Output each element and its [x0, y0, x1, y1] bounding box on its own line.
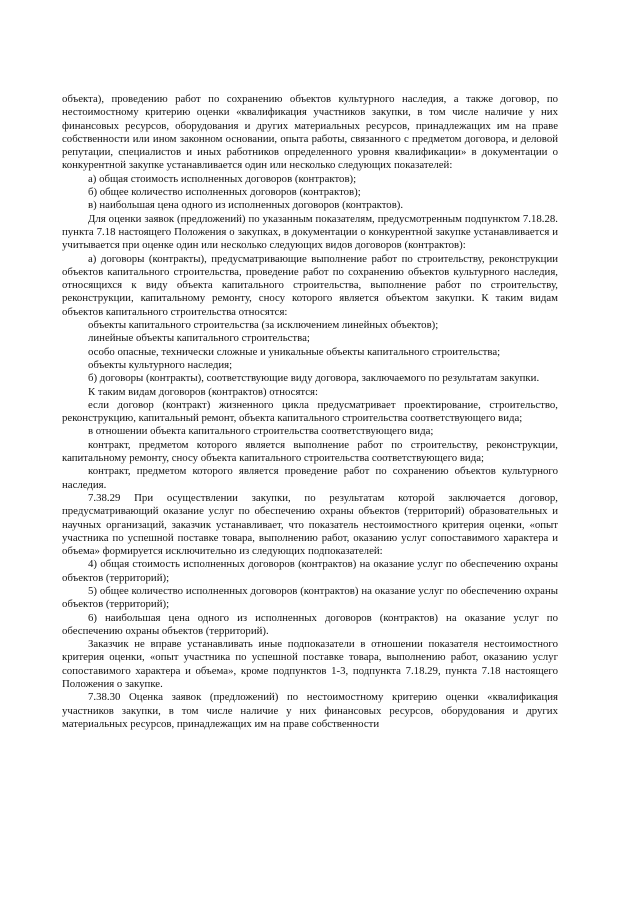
list-item-b: б) общее количество исполненных договоров (контрактов);	[88, 186, 361, 199]
paragraph-customer-restriction: Заказчик не вправе устанавливать иные подпоказатели в отношении показателя нестоимостного критерия оценки, «опыт участника по успешной поставке товара, выполнению работ, оказанию услуг сопоставимого характера и объема», кроме подпунктов 1-3, подпункта 7.18.29, пункта 7.18 настоящего Положения о закупке.	[62, 638, 558, 691]
list-item-regarding-object: в отношении объекта капитального строительства соответствующего вида;	[88, 425, 434, 438]
paragraph-7-38-30: 7.38.30 Оценка заявок (предложений) по нестоимостному критерию оценки «квалификация участников закупки, в том числе наличие у них финансовых ресурсов, оборудования и других материальных ресурсов, принадлежащих им на праве собственности	[62, 691, 558, 730]
list-item-heritage-contract: контракт, предметом которого является проведение работ по сохранению объектов культурного наследия.	[62, 465, 558, 491]
list-item-capital-objects: объекты капитального строительства (за исключением линейных объектов);	[88, 319, 439, 332]
list-item-6: 6) наибольшая цена одного из исполненных договоров (контрактов) на оказание услуг по обеспечению охраны объектов (территорий).	[62, 611, 558, 637]
paragraph-contract-types: К таким видам договоров (контрактов) относятся:	[88, 385, 319, 398]
document-page	[62, 93, 558, 731]
paragraph-evaluation: Для оценки заявок (предложений) по указанным показателям, предусмотренным подпунктом 7.18.28. пункта 7.18 настоящего Положения о закупках, в документации о конкурентной закупке устанавливается и учитывается при оценке один или несколько следующих видов договоров (контрактов):	[62, 212, 558, 252]
list-item-cultural-objects: объекты культурного наследия;	[88, 358, 233, 371]
paragraph-intro: объекта), проведению работ по сохранению объектов культурного наследия, а также договор, по нестоимостному критерию оценки «квалификация участников закупки, в том числе наличие у них финансовых ресурсов, оборудования и других материальных ресурсов, принадлежащих им на праве собственности или ином законном основании, опыта работы, связанного с предметом договора, и деловой репутации, специалистов и иных работников определенного уровня квалификации» в документации о конкурентной закупке устанавливается один или несколько следующих показателей:	[62, 93, 558, 172]
paragraph-7-38-29: 7.38.29 При осуществлении закупки, по результатам которой заключается договор, предусматривающий оказание услуг по обеспечению охраны объектов (территорий) образовательных и научных организаций, заказчик устанавливает, что показатель нестоимостного критерия оценки, «опыт участника по успешной поставке товара, выполнению работ, оказанию услуг сопоставимого характера и объема» формируется исключительно из следующих подпоказателей:	[62, 491, 558, 558]
list-item-dangerous-objects: особо опасные, технически сложные и уникальные объекты капитального строительства;	[88, 345, 501, 358]
list-item-c: в) наибольшая цена одного из исполненных договоров (контрактов).	[88, 199, 404, 212]
list-item-4: 4) общая стоимость исполненных договоров (контрактов) на оказание услуг по обеспечению охраны объектов (территорий);	[62, 558, 558, 584]
list-item-linear-objects: линейные объекты капитального строительства;	[88, 332, 310, 345]
list-item-contracts-b: б) договоры (контракты), соответствующие виду договора, заключаемого по результатам закупки.	[88, 372, 540, 385]
list-item-construction-contract: контракт, предметом которого является выполнение работ по строительству, реконструкции, капитальному ремонту, сносу объекта капитального строительства соответствующего вида;	[62, 438, 558, 465]
list-item-contracts-a: а) договоры (контракты), предусматривающие выполнение работ по строительству, реконструкции объектов капитального строительства, проведение работ по сохранению объектов культурного наследия, относящихся к виду объекта капитального строительства, выполнение работ по строительству, реконструкции, капитальному ремонту, сносу которого является объектом закупки. К таким видам объектов капитального строительства относятся:	[62, 252, 558, 318]
list-item-a: а) общая стоимость исполненных договоров (контрактов);	[88, 172, 357, 185]
list-item-life-cycle: если договор (контракт) жизненного цикла предусматривает проектирование, строительство, реконструкцию, капитальный ремонт, объекта капитального строительства соответствующего вида;	[62, 398, 558, 425]
list-item-5: 5) общее количество исполненных договоров (контрактов) на оказание услуг по обеспечению охраны объектов (территорий);	[62, 584, 558, 611]
